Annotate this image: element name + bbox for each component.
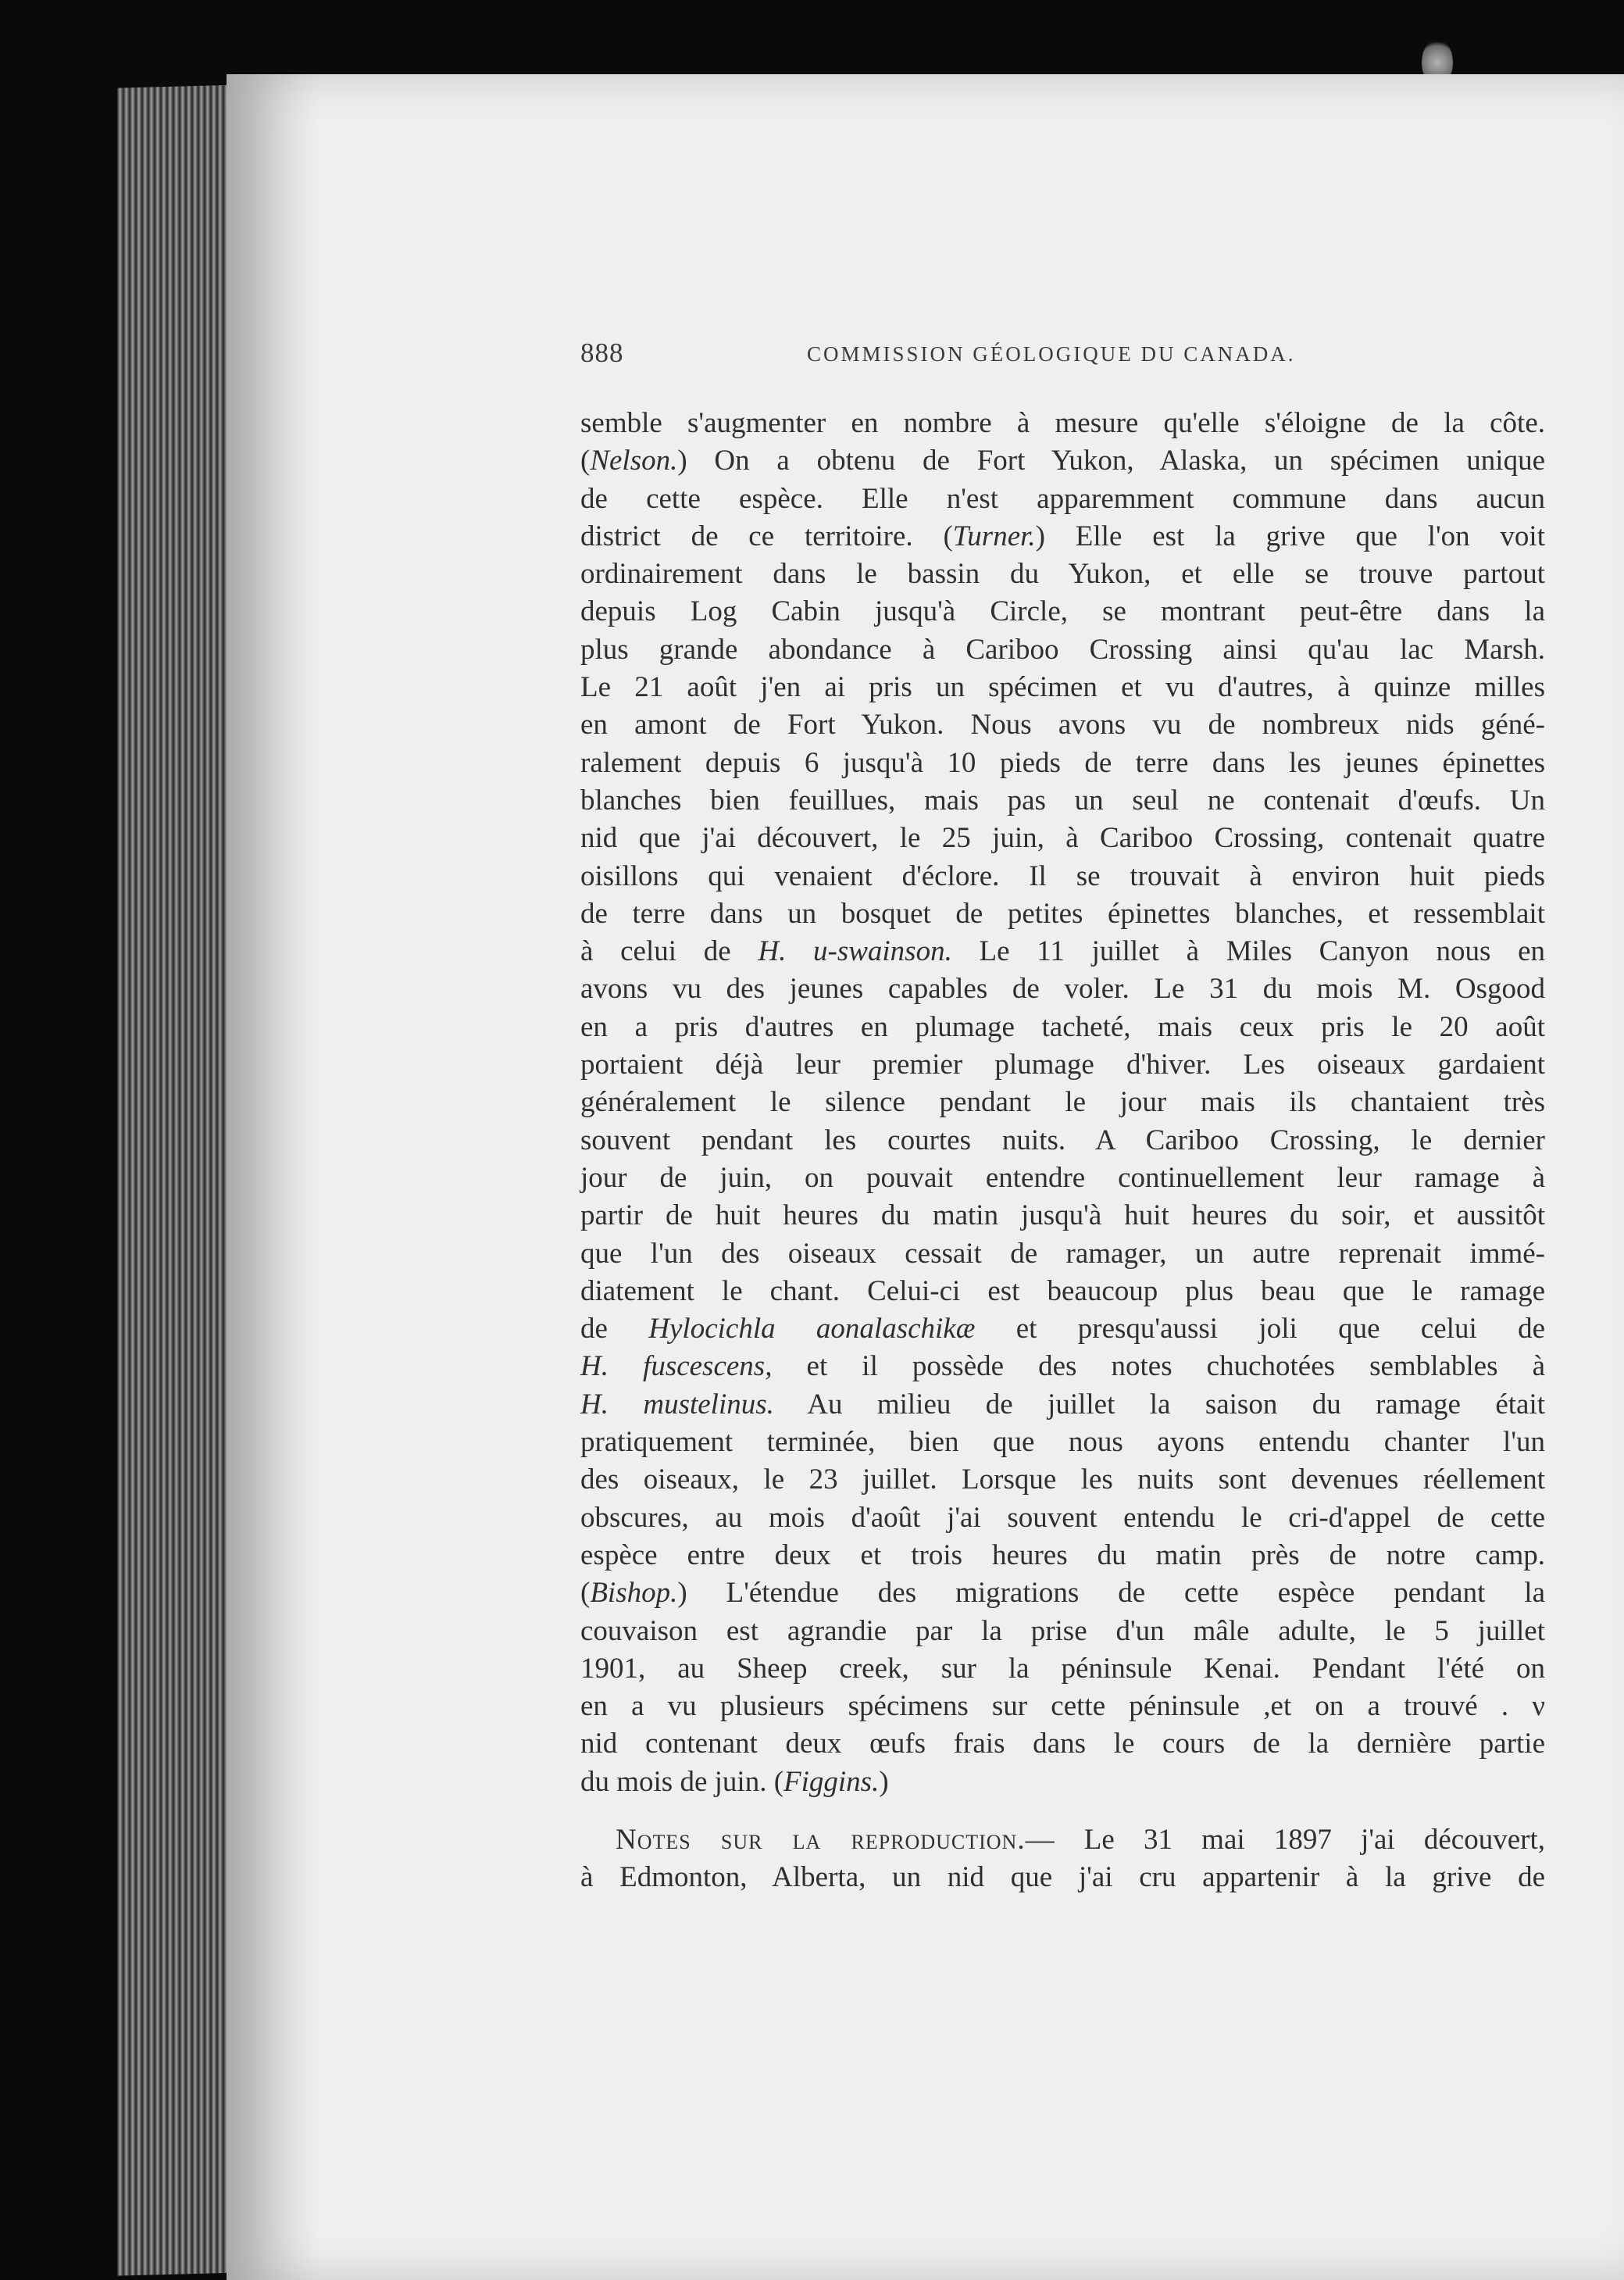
text-line <box>580 631 1545 669</box>
running-head: COMMISSION GÉOLOGIQUE DU CANADA. <box>807 342 1296 366</box>
text-run: de cette espèce. Elle n'est apparemment commune dans aucun <box>580 482 1545 515</box>
text-run: 1901, au Sheep creek, sur la péninsule Kenai. Pendant l'été on <box>580 1652 1545 1685</box>
text-run: jour de juin, on pouvait entendre continuellement leur ramage à <box>580 1161 1545 1194</box>
text-line <box>580 1499 1545 1537</box>
text-line <box>580 1764 1545 1801</box>
text-line <box>580 1613 1545 1650</box>
text-line <box>580 1574 1545 1612</box>
text-line <box>580 1461 1545 1499</box>
text-run: avons vu des jeunes capables de voler. Le 31 du mois M. Osgood <box>580 973 1545 1006</box>
text-line <box>580 1084 1545 1121</box>
text-run: Le 11 juillet à Miles Canyon nous en <box>951 935 1545 968</box>
text-run: blanches bien feuillues, mais pas un seul ne contenait d'œufs. Un <box>580 784 1545 817</box>
text-line <box>580 1821 1545 1859</box>
text-line <box>580 1273 1545 1310</box>
text-run: Au milieu de juillet la saison du ramage était <box>773 1388 1546 1421</box>
text-line <box>580 405 1545 442</box>
text-run: de <box>580 1313 649 1345</box>
text-run: ) On a obtenu de Fort Yukon, Alaska, un spécimen unique <box>677 445 1545 477</box>
text-run: du mois de juin. ( <box>580 1765 784 1798</box>
text-run: diatement le chant. Celui-ci est beaucoup plus beau que le ramage <box>580 1274 1545 1307</box>
text-line <box>580 1386 1545 1424</box>
text-line <box>580 442 1545 480</box>
italic-text: Nelson. <box>590 445 678 477</box>
text-line <box>580 1424 1545 1461</box>
text-run: à Edmonton, Alberta, un nid que j'ai cru appartenir à la grive de <box>580 1861 1545 1894</box>
italic-text: H. u-swainson. <box>758 935 952 968</box>
text-line <box>580 1160 1545 1197</box>
text-run: en a pris d'autres en plumage tacheté, mais ceux pris le 20 août <box>580 1010 1545 1043</box>
text-line <box>580 933 1545 970</box>
text-run: ) <box>879 1765 889 1798</box>
text-run: pratiquement terminée, bien que nous ayons entendu chanter l'un <box>580 1426 1545 1459</box>
text-line <box>580 1650 1545 1688</box>
text-run: depuis Log Cabin jusqu'à Circle, se montrant peut-être dans la <box>580 595 1545 628</box>
text-run: et il possède des notes chuchotées semblables à <box>772 1350 1545 1383</box>
text-run: souvent pendant les courtes nuits. A Cariboo Crossing, le dernier <box>580 1124 1545 1156</box>
italic-text: Hylocichla aonalaschikæ <box>648 1313 976 1345</box>
text-line <box>580 858 1545 895</box>
text-run: à celui de <box>580 935 758 968</box>
text-line <box>580 1859 1545 1896</box>
paragraph-gap <box>580 1801 1545 1821</box>
text-line <box>580 1725 1545 1763</box>
text-line <box>580 895 1545 933</box>
text-line <box>580 481 1545 518</box>
body-text <box>580 405 1545 1897</box>
text-run: portaient déjà leur premier plumage d'hiver. Les oiseaux gardaient <box>580 1049 1545 1081</box>
text-run: district de ce territoire. ( <box>580 520 953 552</box>
text-line <box>580 669 1545 706</box>
text-run: en a vu plusieurs spécimens sur cette péninsule ,et on a trouvé . ν <box>580 1690 1545 1723</box>
text-line <box>580 1009 1545 1046</box>
text-line <box>580 782 1545 820</box>
text-line <box>580 1348 1545 1385</box>
page-number: 888 <box>580 338 624 368</box>
text-run: couvaison est agrandie par la prise d'un mâle adulte, le 5 juillet <box>580 1614 1545 1647</box>
text-run: que l'un des oiseaux cessait de ramager, un autre reprenait immé- <box>580 1237 1545 1270</box>
text-line <box>580 1537 1545 1574</box>
italic-text: Figgins. <box>783 1765 880 1798</box>
text-line <box>580 1310 1545 1348</box>
text-run: Le 31 mai 1897 j'ai découvert, <box>1055 1823 1545 1856</box>
text-run: plus grande abondance à Cariboo Crossing ainsi qu'au lac Marsh. <box>580 633 1545 666</box>
text-line <box>580 1046 1545 1084</box>
italic-text: Bishop. <box>590 1577 678 1610</box>
text-run: nid que j'ai découvert, le 25 juin, à Cariboo Crossing, contenait quatre <box>580 822 1545 855</box>
section-heading: Notes sur la reproduction.— <box>616 1823 1055 1856</box>
text-run: ) L'étendue des migrations de cette espèce pendant la <box>677 1577 1545 1610</box>
text-run: ) Elle est la grive que l'on voit <box>1035 520 1545 552</box>
italic-text: H. mustelinus. <box>580 1388 774 1421</box>
italic-text: Turner. <box>952 520 1036 552</box>
text-line <box>580 1688 1545 1725</box>
text-line <box>580 1235 1545 1273</box>
text-run: nid contenant deux œufs frais dans le cours de la dernière partie <box>580 1728 1545 1760</box>
text-run: ralement depuis 6 jusqu'à 10 pieds de terre dans les jeunes épinettes <box>580 746 1545 779</box>
text-run: en amont de Fort Yukon. Nous avons vu de nombreux nids géné- <box>580 709 1545 742</box>
text-run: ( <box>580 445 591 477</box>
text-line <box>580 745 1545 782</box>
text-line <box>580 1122 1545 1160</box>
text-run: Le 21 août j'en ai pris un spécimen et vu d'autres, à quinze milles <box>580 671 1545 704</box>
text-run: des oiseaux, le 23 juillet. Lorsque les nuits sont devenues réellement <box>580 1463 1545 1496</box>
text-run: ( <box>580 1577 591 1610</box>
page-header <box>580 338 1541 377</box>
page-gutter-shadow <box>227 74 320 2280</box>
text-run: oisillons qui venaient d'éclore. Il se trouvait à environ huit pieds <box>580 859 1545 892</box>
text-run: généralement le silence pendant le jour mais ils chantaient très <box>580 1086 1545 1119</box>
text-run: ordinairement dans le bassin du Yukon, et elle se trouve partout <box>580 558 1545 591</box>
text-line <box>580 556 1545 593</box>
text-run: semble s'augmenter en nombre à mesure qu'elle s'éloigne de la côte. <box>580 407 1545 439</box>
text-line <box>580 593 1545 631</box>
text-line <box>580 706 1545 744</box>
text-run: espèce entre deux et trois heures du matin près de notre camp. <box>580 1538 1545 1571</box>
text-line <box>580 518 1545 556</box>
text-run: partir de huit heures du matin jusqu'à huit heures du soir, et aussitôt <box>580 1199 1545 1232</box>
text-run: obscures, au mois d'août j'ai souvent entendu le cri-d'appel de cette <box>580 1501 1545 1534</box>
italic-text: H. fuscescens, <box>580 1350 773 1383</box>
text-line <box>580 970 1545 1008</box>
text-line <box>580 1197 1545 1235</box>
text-run: et presqu'aussi joli que celui de <box>975 1313 1545 1345</box>
text-line <box>580 820 1545 857</box>
text-run: de terre dans un bosquet de petites épinettes blanches, et ressemblait <box>580 897 1545 930</box>
